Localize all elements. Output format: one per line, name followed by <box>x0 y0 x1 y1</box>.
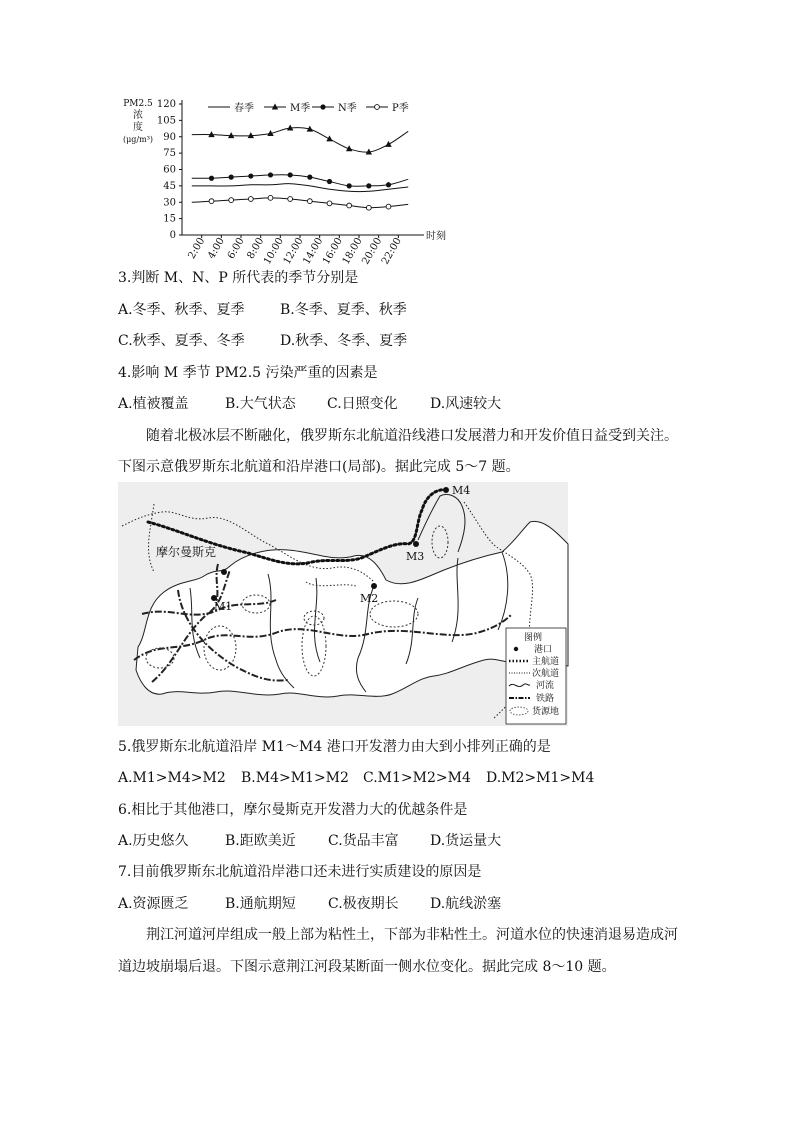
passage-2-line-2: 道边坡崩塌后退。下图示意荆江河段某断面一侧水位变化。据此完成 8～10 题。 <box>118 959 616 975</box>
legend-label-1: M季 <box>290 103 311 114</box>
y-tick-label: 120 <box>156 99 176 110</box>
legend-marker-2 <box>320 104 325 109</box>
question-3-option-d: D.秋季、冬季、夏季 <box>280 333 408 349</box>
question-7-option-d: D.航线淤塞 <box>430 896 502 912</box>
y-axis-label-line: PM2.5 <box>123 99 153 109</box>
x-axis-label: 时刻 <box>426 231 446 242</box>
series-2-point <box>347 183 352 188</box>
passage-1-line-1: 随着北极冰层不断融化，俄罗斯东北航道沿线港口发展潜力和开发价值日益受到关注。 <box>146 428 678 444</box>
russia-northeast-route-map <box>118 482 568 726</box>
series-2-point <box>366 183 371 188</box>
legend-title: 图例 <box>524 633 543 643</box>
legend-main-route: 主航道 <box>532 657 560 667</box>
x-tick-label: 8:00 <box>245 236 267 261</box>
question-7-option-a: A.资源匮乏 <box>118 896 189 912</box>
x-tick-label: 4:00 <box>206 236 227 261</box>
x-tick-label: 2:00 <box>186 236 208 261</box>
y-tick-label: 105 <box>156 115 176 127</box>
port-m2-dot <box>371 583 377 589</box>
y-tick-label: 30 <box>163 197 176 209</box>
question-7-option-b: B.通航期短 <box>225 896 296 912</box>
map-legend <box>506 628 566 724</box>
question-7-option-c: C.极夜期长 <box>328 896 399 912</box>
y-axis-label-line: 浓 <box>133 110 143 121</box>
legend-label-3: P季 <box>392 103 409 114</box>
port-m3-dot <box>413 541 419 547</box>
series-3-point <box>248 197 253 202</box>
question-4-stem: 4.影响 M 季节 PM2.5 污染严重的因素是 <box>118 365 378 381</box>
question-4-option-d: D.风速较大 <box>430 396 502 412</box>
series-line-0 <box>192 184 408 192</box>
x-tick-label: 14:00 <box>301 236 326 267</box>
question-3-stem: 3.判断 M、N、P 所代表的季节分别是 <box>118 270 359 286</box>
y-tick-label: 60 <box>163 164 176 176</box>
question-7-stem: 7.目前俄罗斯东北航道沿岸港口还未进行实质建设的原因是 <box>118 864 482 880</box>
label-m3: M3 <box>406 550 425 563</box>
x-tick-label: 20:00 <box>360 236 385 267</box>
legend-label-2: N季 <box>338 103 357 114</box>
question-4-option-c: C.日照变化 <box>327 396 398 412</box>
question-5-option-b: B.M4>M1>M2 <box>241 770 349 786</box>
question-4-option-b: B.大气状态 <box>225 396 296 412</box>
question-3-option-a: A.冬季、秋季、夏季 <box>118 302 245 318</box>
series-3-point <box>288 197 293 202</box>
pm25-line-chart <box>118 94 448 267</box>
series-2-point <box>209 176 214 181</box>
legend-resource: 货源地 <box>532 707 560 717</box>
legend-marker-3 <box>375 105 380 110</box>
series-3-point <box>209 199 214 204</box>
question-4-option-a: A.植被覆盖 <box>118 396 189 412</box>
series-1-point <box>385 141 391 147</box>
question-5-stem: 5.俄罗斯东北航道沿岸 M1～M4 港口开发潜力由大到小排列正确的是 <box>118 739 551 755</box>
x-tick-label: 6:00 <box>225 236 247 261</box>
x-tick-label: 22:00 <box>379 236 404 267</box>
legend-secondary-route: 次航道 <box>532 669 560 679</box>
series-2-point <box>327 179 332 184</box>
question-6-option-b: B.距欧美近 <box>225 833 296 849</box>
question-6-option-d: D.货运量大 <box>430 833 502 849</box>
x-tick-label: 18:00 <box>340 236 365 267</box>
legend-port-symbol <box>514 647 518 651</box>
question-6-option-a: A.历史悠久 <box>118 833 189 849</box>
y-tick-label: 75 <box>163 148 176 160</box>
label-m1: M1 <box>214 600 233 613</box>
y-axis-label-line: (μg/m³) <box>122 135 154 144</box>
question-3-option-b: B.冬季、夏季、秋季 <box>280 302 407 318</box>
question-5-option-d: D.M2>M1>M4 <box>486 770 595 786</box>
series-1-point <box>326 135 332 141</box>
series-2-point <box>288 172 293 177</box>
series-3-point <box>268 195 273 200</box>
series-3-point <box>366 205 371 210</box>
question-6-option-c: C.货品丰富 <box>328 833 399 849</box>
series-2-point <box>386 182 391 187</box>
series-3-point <box>386 204 391 209</box>
series-2-point <box>229 175 234 180</box>
legend-port: 港口 <box>534 645 553 655</box>
label-m4: M4 <box>452 484 471 497</box>
y-tick-label: 45 <box>163 180 176 192</box>
y-tick-label: 0 <box>169 230 176 241</box>
x-tick-label: 12:00 <box>281 236 306 267</box>
series-2-point <box>307 175 312 180</box>
label-murmansk: 摩尔曼斯克 <box>156 545 217 559</box>
label-m2: M2 <box>360 592 379 605</box>
question-5-option-c: C.M1>M2>M4 <box>363 770 471 786</box>
passage-1-line-2: 下图示意俄罗斯东北航道和沿岸港口(局部)。据此完成 5～7 题。 <box>118 459 520 475</box>
port-m4-dot <box>443 487 449 493</box>
series-3-point <box>229 198 234 203</box>
series-3-point <box>327 201 332 206</box>
series-2-point <box>268 172 273 177</box>
question-5-option-a: A.M1>M4>M2 <box>118 770 226 786</box>
legend-railway: 铁路 <box>536 694 555 704</box>
x-tick-label: 10:00 <box>261 236 286 267</box>
series-line-1 <box>192 128 408 153</box>
y-tick-label: 15 <box>163 213 176 225</box>
question-3-option-c: C.秋季、夏季、冬季 <box>118 333 245 349</box>
y-axis-label-line: 度 <box>133 122 143 133</box>
x-tick-label: 16:00 <box>320 236 345 267</box>
series-3-point <box>347 203 352 208</box>
question-6-stem: 6.相比于其他港口，摩尔曼斯克开发潜力大的优越条件是 <box>118 802 468 818</box>
series-3-point <box>307 199 312 204</box>
passage-2-line-1: 荆江河道河岸组成一般上部为粘性土，下部为非粘性土。河道水位的快速消退易造成河 <box>146 927 678 943</box>
port-murmansk-dot <box>221 569 227 575</box>
series-2-point <box>248 173 253 178</box>
series-line-3 <box>192 198 408 208</box>
legend-river: 河流 <box>536 681 555 691</box>
legend-label-0: 春季 <box>234 103 254 114</box>
y-tick-label: 90 <box>163 131 176 143</box>
